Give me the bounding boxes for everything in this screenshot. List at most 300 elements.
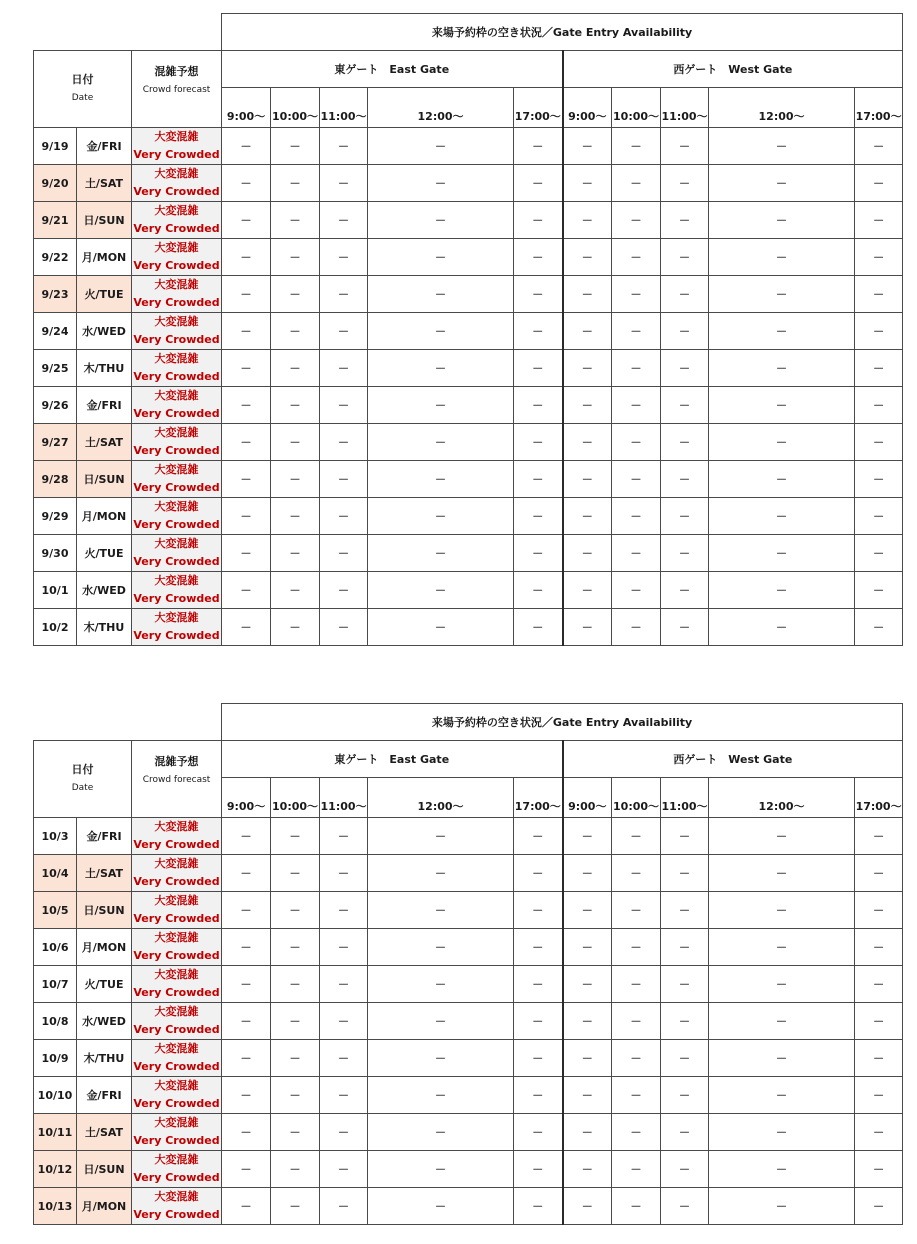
forecast-label-en: Very Crowded (133, 592, 220, 605)
forecast-label-en: Very Crowded (133, 838, 220, 851)
east-slot-cell: － (222, 424, 271, 461)
west-slot-cell: － (661, 609, 709, 646)
west-slot-cell: － (563, 424, 612, 461)
forecast-label-ja: 大変混雑 (154, 1153, 199, 1166)
date-header (34, 741, 132, 818)
east-slot-cell: － (368, 1151, 514, 1188)
east-slot-cell: － (320, 1040, 368, 1077)
west-slot-cell: － (612, 535, 661, 572)
west-slot-cell: － (661, 1114, 709, 1151)
weekday-cell: 日/SUN (77, 892, 132, 929)
crowd-forecast-cell (132, 1114, 222, 1151)
west-slot-cell: － (563, 498, 612, 535)
forecast-label-en: Very Crowded (133, 1060, 220, 1073)
forecast-label-ja: 大変混雑 (154, 968, 199, 981)
east-slot-cell: － (222, 892, 271, 929)
west-slot-cell: － (661, 1003, 709, 1040)
weekday-cell: 金/FRI (77, 1077, 132, 1114)
east-slot-cell: － (368, 535, 514, 572)
west-slot-cell: － (563, 1003, 612, 1040)
west-slot-cell: － (855, 1003, 903, 1040)
east-slot-cell: － (222, 1040, 271, 1077)
east-slot-cell: － (271, 892, 320, 929)
east-slot-cell: － (368, 1114, 514, 1151)
east-slot-cell: － (320, 892, 368, 929)
east-gate-header: 東ゲート East Gate (222, 51, 563, 88)
weekday-cell: 火/TUE (77, 276, 132, 313)
forecast-label-en: Very Crowded (133, 481, 220, 494)
forecast-label-ja: 大変混雑 (154, 611, 199, 624)
east-slot-cell: － (320, 313, 368, 350)
forecast-label-en: Very Crowded (133, 148, 220, 161)
east-slot-cell: － (514, 1003, 563, 1040)
east-slot-cell: － (222, 1151, 271, 1188)
west-slot-cell: － (612, 818, 661, 855)
table-row (34, 424, 903, 461)
forecast-label-ja: 大変混雑 (154, 1005, 199, 1018)
west-slot-cell: － (563, 1040, 612, 1077)
west-time-slot: 9:00～ (563, 88, 612, 128)
west-slot-cell: － (563, 1151, 612, 1188)
forecast-label-ja: 大変混雑 (154, 820, 199, 833)
forecast-label-ja: 大変混雑 (154, 352, 199, 365)
west-slot-cell: － (661, 1151, 709, 1188)
west-slot-cell: － (709, 313, 855, 350)
west-slot-cell: － (563, 350, 612, 387)
weekday-cell: 金/FRI (77, 818, 132, 855)
east-slot-cell: － (320, 929, 368, 966)
east-slot-cell: － (271, 1188, 320, 1225)
west-slot-cell: － (612, 1003, 661, 1040)
east-slot-cell: － (368, 165, 514, 202)
west-time-slot: 10:00～ (612, 88, 661, 128)
crowd-label-en: Crowd forecast (142, 775, 211, 785)
west-slot-cell: － (855, 1114, 903, 1151)
forecast-label-ja: 大変混雑 (154, 1116, 199, 1129)
forecast-label-en: Very Crowded (133, 222, 220, 235)
header-blank (34, 704, 222, 741)
forecast-label-en: Very Crowded (133, 407, 220, 420)
date-cell: 9/21 (34, 202, 77, 239)
east-slot-cell: － (514, 387, 563, 424)
forecast-label-en: Very Crowded (133, 518, 220, 531)
date-cell: 10/6 (34, 929, 77, 966)
east-time-slot: 12:00～ (368, 88, 514, 128)
west-slot-cell: － (612, 1040, 661, 1077)
east-slot-cell: － (514, 929, 563, 966)
east-slot-cell: － (514, 313, 563, 350)
forecast-label-ja: 大変混雑 (154, 1042, 199, 1055)
weekday-cell: 土/SAT (77, 855, 132, 892)
weekday-cell: 木/THU (77, 1040, 132, 1077)
west-slot-cell: － (612, 929, 661, 966)
west-slot-cell: － (661, 276, 709, 313)
crowd-label-ja: 混雑予想 (154, 755, 199, 768)
west-slot-cell: － (709, 966, 855, 1003)
east-slot-cell: － (368, 313, 514, 350)
east-slot-cell: － (271, 535, 320, 572)
east-slot-cell: － (368, 892, 514, 929)
west-time-slot: 11:00～ (661, 778, 709, 818)
date-cell: 10/1 (34, 572, 77, 609)
east-slot-cell: － (271, 1114, 320, 1151)
west-slot-cell: － (709, 165, 855, 202)
forecast-label-ja: 大変混雑 (154, 1190, 199, 1203)
west-slot-cell: － (612, 313, 661, 350)
west-slot-cell: － (709, 892, 855, 929)
east-slot-cell: － (514, 1188, 563, 1225)
west-slot-cell: － (709, 498, 855, 535)
forecast-label-ja: 大変混雑 (154, 315, 199, 328)
west-slot-cell: － (855, 313, 903, 350)
west-time-slot: 11:00～ (661, 88, 709, 128)
west-slot-cell: － (563, 892, 612, 929)
date-cell: 9/20 (34, 165, 77, 202)
west-slot-cell: － (709, 202, 855, 239)
crowd-forecast-cell (132, 313, 222, 350)
east-slot-cell: － (368, 424, 514, 461)
crowd-header (132, 51, 222, 128)
forecast-label-en: Very Crowded (133, 1134, 220, 1147)
availability-table-2 (33, 703, 903, 1225)
east-slot-cell: － (368, 1077, 514, 1114)
table-row (34, 202, 903, 239)
west-slot-cell: － (563, 535, 612, 572)
date-cell: 9/28 (34, 461, 77, 498)
east-slot-cell: － (320, 350, 368, 387)
weekday-cell: 土/SAT (77, 424, 132, 461)
date-cell: 9/30 (34, 535, 77, 572)
table-row (34, 609, 903, 646)
west-slot-cell: － (563, 609, 612, 646)
west-slot-cell: － (661, 424, 709, 461)
west-slot-cell: － (709, 572, 855, 609)
east-slot-cell: － (271, 424, 320, 461)
west-slot-cell: － (855, 239, 903, 276)
east-slot-cell: － (514, 535, 563, 572)
west-slot-cell: － (855, 892, 903, 929)
east-slot-cell: － (271, 966, 320, 1003)
west-slot-cell: － (563, 387, 612, 424)
east-slot-cell: － (222, 313, 271, 350)
east-slot-cell: － (514, 165, 563, 202)
west-slot-cell: － (855, 1151, 903, 1188)
date-cell: 9/23 (34, 276, 77, 313)
west-slot-cell: － (661, 818, 709, 855)
west-slot-cell: － (709, 818, 855, 855)
east-slot-cell: － (320, 1188, 368, 1225)
weekday-cell: 木/THU (77, 609, 132, 646)
east-slot-cell: － (271, 1077, 320, 1114)
west-slot-cell: － (563, 1114, 612, 1151)
east-slot-cell: － (514, 1114, 563, 1151)
east-slot-cell: － (222, 966, 271, 1003)
west-slot-cell: － (661, 572, 709, 609)
weekday-cell: 火/TUE (77, 966, 132, 1003)
east-slot-cell: － (320, 855, 368, 892)
west-slot-cell: － (855, 1188, 903, 1225)
east-slot-cell: － (271, 276, 320, 313)
date-cell: 9/19 (34, 128, 77, 165)
west-slot-cell: － (661, 387, 709, 424)
west-gate-header: 西ゲート West Gate (563, 741, 903, 778)
forecast-label-en: Very Crowded (133, 185, 220, 198)
date-cell: 10/7 (34, 966, 77, 1003)
west-slot-cell: － (661, 1040, 709, 1077)
east-slot-cell: － (320, 966, 368, 1003)
west-time-slot: 17:00～ (855, 778, 903, 818)
east-slot-cell: － (368, 572, 514, 609)
east-slot-cell: － (271, 498, 320, 535)
west-slot-cell: － (612, 609, 661, 646)
west-slot-cell: － (709, 1151, 855, 1188)
west-slot-cell: － (612, 498, 661, 535)
table-row (34, 239, 903, 276)
crowd-forecast-cell (132, 1077, 222, 1114)
weekday-cell: 土/SAT (77, 165, 132, 202)
east-slot-cell: － (368, 929, 514, 966)
west-slot-cell: － (661, 966, 709, 1003)
crowd-label-en: Crowd forecast (142, 85, 211, 95)
availability-table-1 (33, 13, 903, 646)
east-slot-cell: － (271, 350, 320, 387)
east-slot-cell: － (222, 572, 271, 609)
east-slot-cell: － (320, 1114, 368, 1151)
east-slot-cell: － (222, 855, 271, 892)
east-slot-cell: － (222, 535, 271, 572)
crowd-forecast-cell (132, 350, 222, 387)
date-cell: 10/5 (34, 892, 77, 929)
crowd-forecast-cell (132, 202, 222, 239)
west-slot-cell: － (563, 572, 612, 609)
weekday-cell: 日/SUN (77, 202, 132, 239)
west-slot-cell: － (709, 1114, 855, 1151)
weekday-cell: 木/THU (77, 350, 132, 387)
west-slot-cell: － (855, 966, 903, 1003)
west-slot-cell: － (709, 1003, 855, 1040)
date-cell: 9/25 (34, 350, 77, 387)
east-slot-cell: － (320, 1151, 368, 1188)
west-slot-cell: － (855, 165, 903, 202)
west-slot-cell: － (612, 276, 661, 313)
table-row (34, 313, 903, 350)
crowd-forecast-cell (132, 855, 222, 892)
east-slot-cell: － (271, 165, 320, 202)
west-time-slot: 9:00～ (563, 778, 612, 818)
forecast-label-en: Very Crowded (133, 333, 220, 346)
forecast-label-ja: 大変混雑 (154, 500, 199, 513)
west-slot-cell: － (563, 165, 612, 202)
forecast-label-en: Very Crowded (133, 949, 220, 962)
table-row (34, 1040, 903, 1077)
west-slot-cell: － (661, 313, 709, 350)
east-slot-cell: － (271, 609, 320, 646)
east-slot-cell: － (514, 1077, 563, 1114)
east-slot-cell: － (514, 572, 563, 609)
forecast-label-ja: 大変混雑 (154, 463, 199, 476)
crowd-forecast-cell (132, 424, 222, 461)
west-slot-cell: － (563, 1188, 612, 1225)
west-slot-cell: － (709, 128, 855, 165)
east-time-slot: 10:00～ (271, 778, 320, 818)
west-slot-cell: － (855, 350, 903, 387)
east-time-slot: 9:00～ (222, 778, 271, 818)
west-slot-cell: － (563, 929, 612, 966)
east-slot-cell: － (222, 202, 271, 239)
weekday-cell: 月/MON (77, 929, 132, 966)
east-time-slot: 11:00～ (320, 88, 368, 128)
crowd-forecast-cell (132, 239, 222, 276)
east-slot-cell: － (320, 387, 368, 424)
east-slot-cell: － (368, 387, 514, 424)
east-slot-cell: － (222, 498, 271, 535)
east-time-slot: 9:00～ (222, 88, 271, 128)
east-slot-cell: － (320, 498, 368, 535)
forecast-label-en: Very Crowded (133, 875, 220, 888)
west-slot-cell: － (563, 855, 612, 892)
west-slot-cell: － (612, 1114, 661, 1151)
forecast-label-en: Very Crowded (133, 986, 220, 999)
forecast-label-en: Very Crowded (133, 1023, 220, 1036)
east-slot-cell: － (320, 461, 368, 498)
crowd-forecast-cell (132, 1003, 222, 1040)
west-slot-cell: － (661, 128, 709, 165)
east-slot-cell: － (368, 1003, 514, 1040)
forecast-label-ja: 大変混雑 (154, 204, 199, 217)
east-slot-cell: － (271, 572, 320, 609)
forecast-label-ja: 大変混雑 (154, 130, 199, 143)
west-slot-cell: － (709, 239, 855, 276)
west-slot-cell: － (661, 929, 709, 966)
east-slot-cell: － (271, 1003, 320, 1040)
weekday-cell: 月/MON (77, 239, 132, 276)
west-slot-cell: － (709, 350, 855, 387)
forecast-label-en: Very Crowded (133, 1097, 220, 1110)
west-slot-cell: － (563, 818, 612, 855)
crowd-forecast-cell (132, 128, 222, 165)
date-cell: 10/13 (34, 1188, 77, 1225)
east-slot-cell: － (271, 128, 320, 165)
west-time-slot: 10:00～ (612, 778, 661, 818)
forecast-label-en: Very Crowded (133, 629, 220, 642)
west-time-slot: 12:00～ (709, 778, 855, 818)
crowd-forecast-cell (132, 165, 222, 202)
east-slot-cell: － (222, 387, 271, 424)
east-slot-cell: － (271, 1040, 320, 1077)
table-row (34, 276, 903, 313)
table-row (34, 818, 903, 855)
weekday-cell: 月/MON (77, 498, 132, 535)
crowd-forecast-cell (132, 966, 222, 1003)
crowd-forecast-cell (132, 609, 222, 646)
forecast-label-ja: 大変混雑 (154, 278, 199, 291)
date-cell: 10/4 (34, 855, 77, 892)
east-slot-cell: － (320, 128, 368, 165)
crowd-forecast-cell (132, 892, 222, 929)
table-row (34, 350, 903, 387)
availability-title: 来場予約枠の空き状況／Gate Entry Availability (222, 14, 903, 51)
east-slot-cell: － (222, 1188, 271, 1225)
west-slot-cell: － (709, 387, 855, 424)
east-slot-cell: － (222, 239, 271, 276)
west-slot-cell: － (661, 165, 709, 202)
weekday-cell: 水/WED (77, 313, 132, 350)
east-slot-cell: － (514, 855, 563, 892)
west-slot-cell: － (855, 535, 903, 572)
east-time-slot: 17:00～ (514, 778, 563, 818)
west-slot-cell: － (661, 239, 709, 276)
forecast-label-ja: 大変混雑 (154, 931, 199, 944)
west-slot-cell: － (855, 387, 903, 424)
west-slot-cell: － (612, 350, 661, 387)
west-slot-cell: － (855, 1077, 903, 1114)
west-slot-cell: － (612, 572, 661, 609)
west-slot-cell: － (855, 498, 903, 535)
east-slot-cell: － (222, 165, 271, 202)
table-row (34, 1003, 903, 1040)
west-slot-cell: － (563, 202, 612, 239)
crowd-forecast-cell (132, 1040, 222, 1077)
east-slot-cell: － (320, 276, 368, 313)
east-slot-cell: － (320, 424, 368, 461)
forecast-label-ja: 大変混雑 (154, 241, 199, 254)
date-label-ja: 日付 (71, 763, 94, 776)
west-slot-cell: － (612, 966, 661, 1003)
forecast-label-ja: 大変混雑 (154, 426, 199, 439)
weekday-cell: 火/TUE (77, 535, 132, 572)
crowd-forecast-cell (132, 572, 222, 609)
east-slot-cell: － (271, 202, 320, 239)
west-slot-cell: － (855, 929, 903, 966)
west-slot-cell: － (855, 128, 903, 165)
date-label-en: Date (71, 93, 94, 103)
table-row (34, 966, 903, 1003)
table-body (34, 818, 903, 1225)
east-slot-cell: － (320, 165, 368, 202)
west-slot-cell: － (612, 1151, 661, 1188)
west-slot-cell: － (612, 1077, 661, 1114)
west-slot-cell: － (563, 276, 612, 313)
east-slot-cell: － (320, 818, 368, 855)
east-gate-header: 東ゲート East Gate (222, 741, 563, 778)
east-slot-cell: － (514, 276, 563, 313)
date-cell: 10/11 (34, 1114, 77, 1151)
west-slot-cell: － (612, 387, 661, 424)
west-slot-cell: － (855, 276, 903, 313)
date-cell: 9/27 (34, 424, 77, 461)
forecast-label-en: Very Crowded (133, 1208, 220, 1221)
west-time-slot: 12:00～ (709, 88, 855, 128)
west-slot-cell: － (563, 313, 612, 350)
east-slot-cell: － (222, 818, 271, 855)
west-slot-cell: － (563, 966, 612, 1003)
east-slot-cell: － (368, 239, 514, 276)
east-slot-cell: － (222, 1003, 271, 1040)
west-slot-cell: － (709, 276, 855, 313)
west-slot-cell: － (612, 165, 661, 202)
table-row (34, 1188, 903, 1225)
forecast-label-ja: 大変混雑 (154, 894, 199, 907)
crowd-forecast-cell (132, 929, 222, 966)
crowd-forecast-cell (132, 535, 222, 572)
east-time-slot: 17:00～ (514, 88, 563, 128)
west-slot-cell: － (612, 239, 661, 276)
west-slot-cell: － (709, 424, 855, 461)
west-slot-cell: － (855, 572, 903, 609)
date-cell: 10/8 (34, 1003, 77, 1040)
east-slot-cell: － (368, 498, 514, 535)
east-slot-cell: － (514, 128, 563, 165)
